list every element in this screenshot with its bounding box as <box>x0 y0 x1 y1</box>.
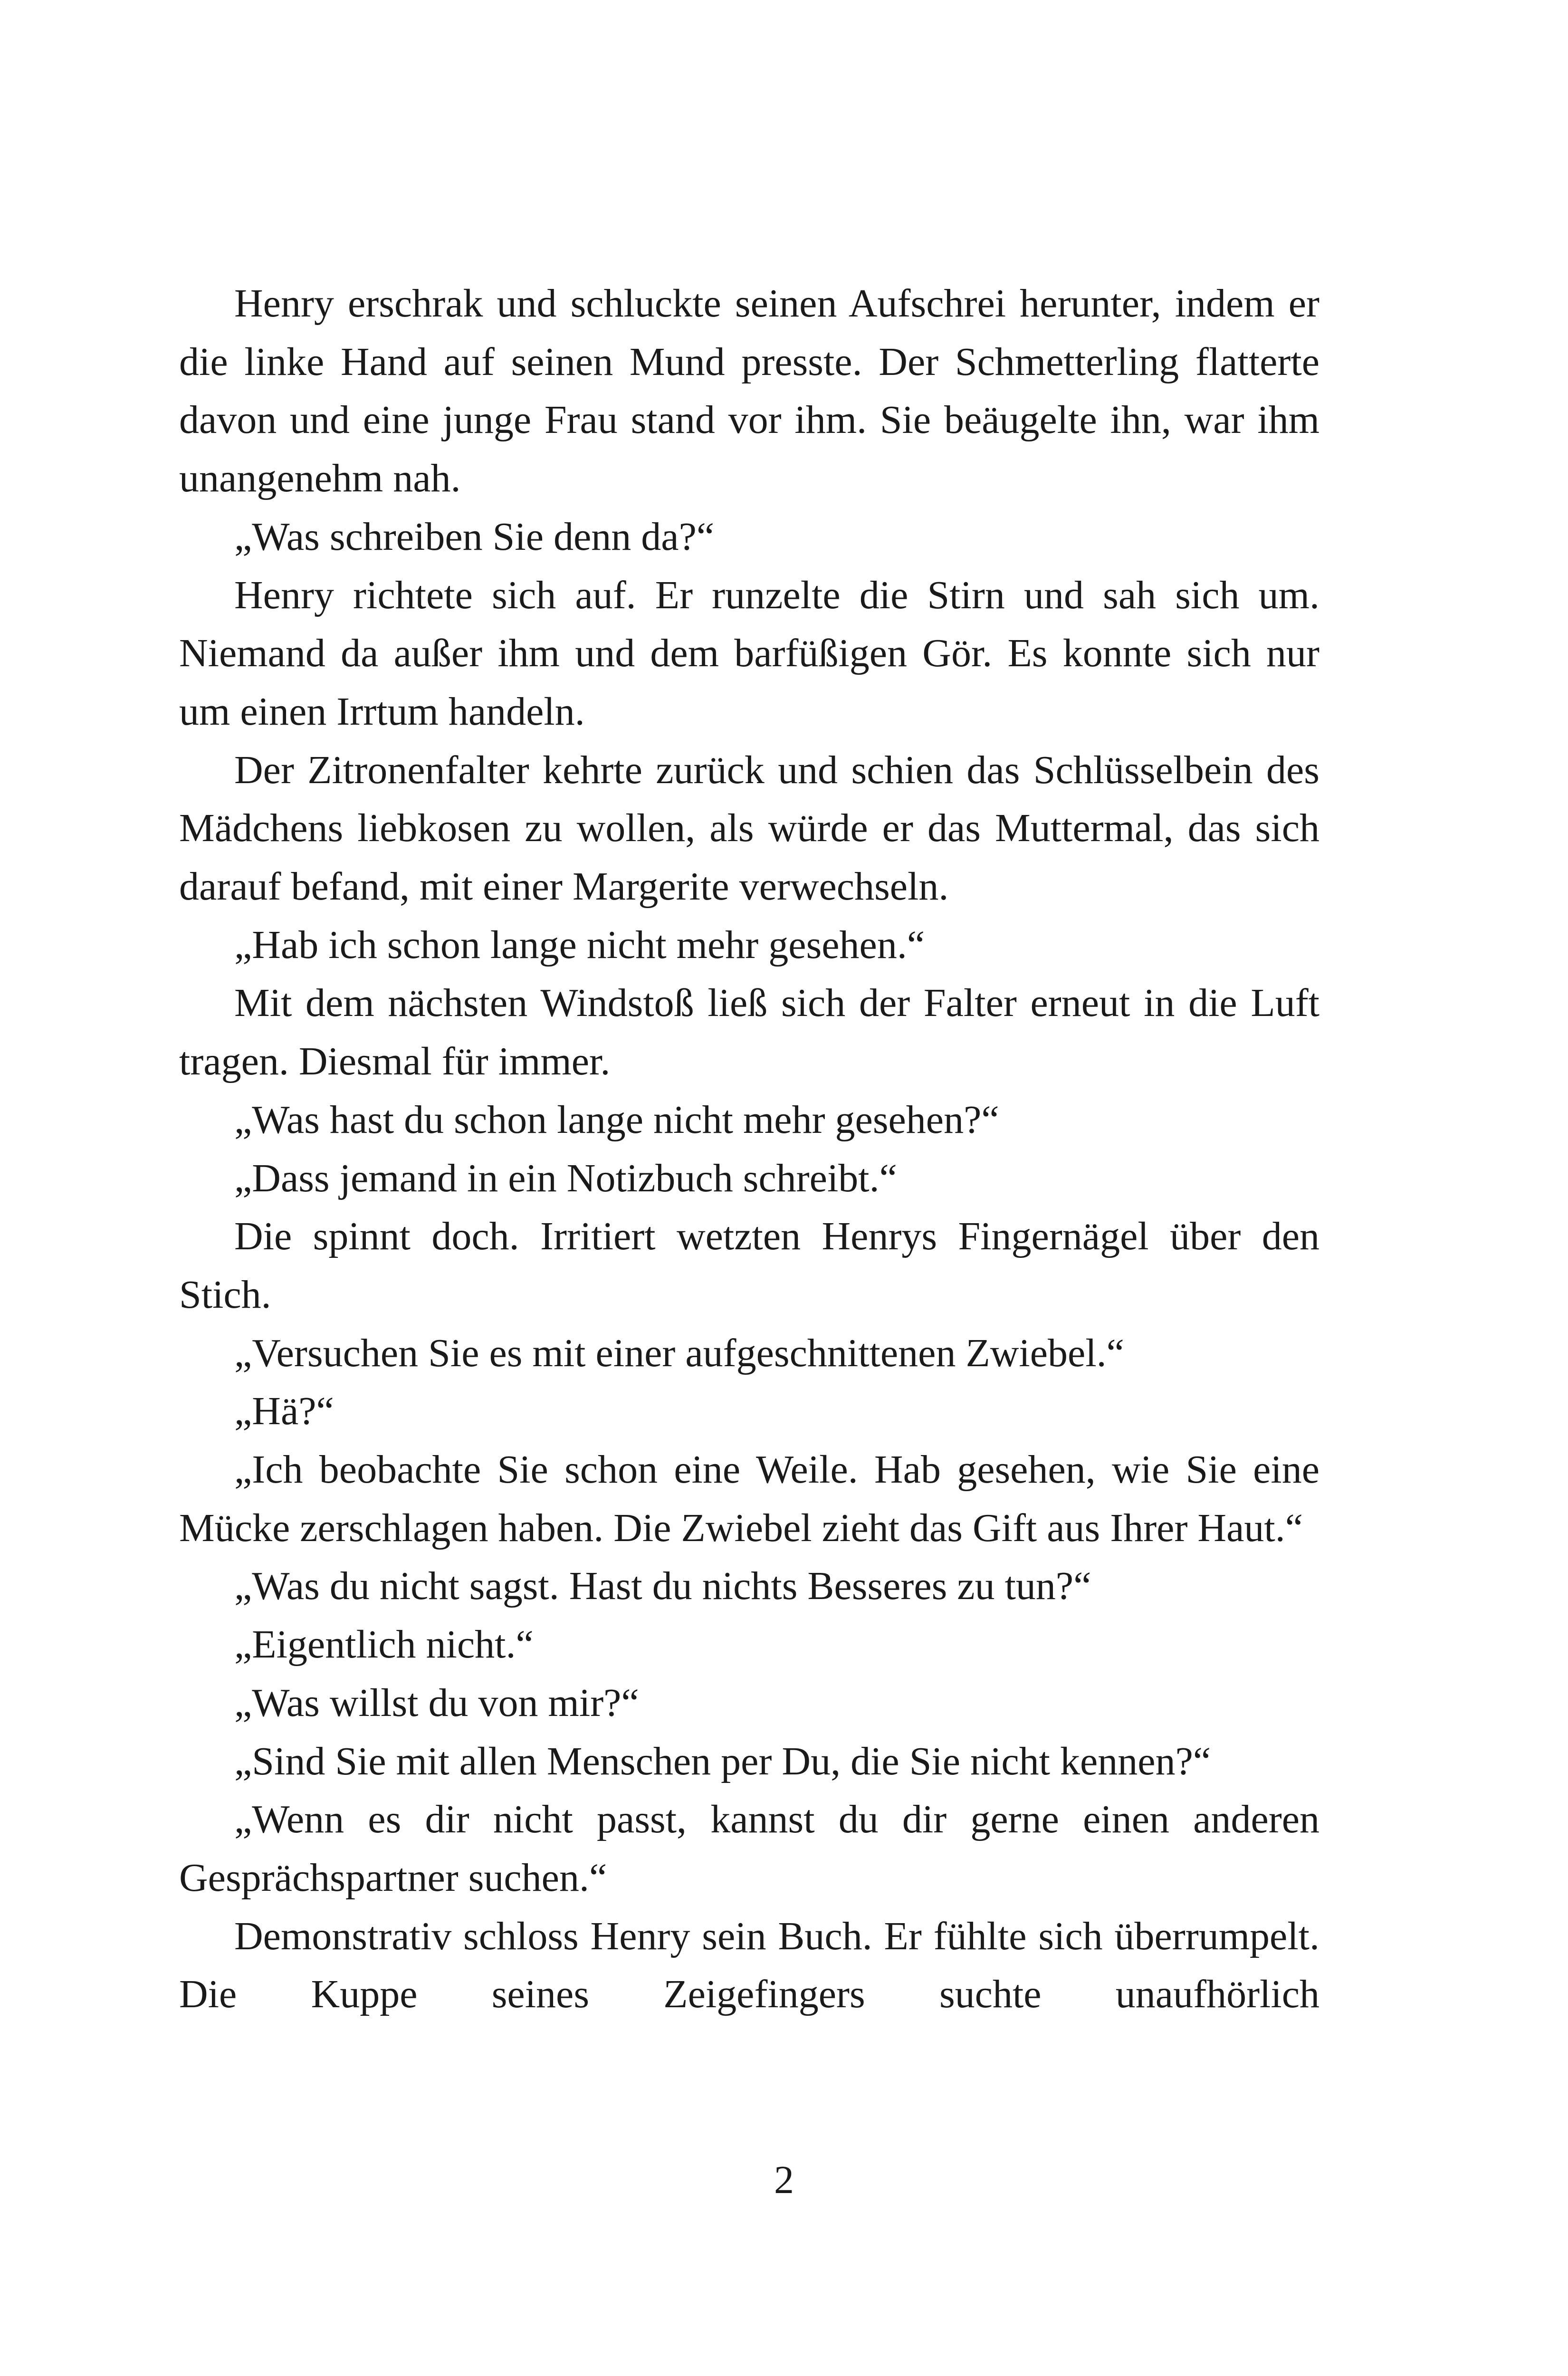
paragraph: „Hab ich schon lange nicht mehr gesehen.“ <box>234 922 925 967</box>
paragraph: „Wenn es dir nicht passt, kannst du dir gerne einen anderen Gesprächspartner suchen.“ <box>179 1797 1319 1900</box>
paragraph: Mit dem nächsten Windstoß ließ sich der Falter erneut in die Luft tragen. Diesmal für immer. <box>179 981 1319 1084</box>
paragraph: Henry richtete sich auf. Er runzelte die Stirn und sah sich um. Niemand da außer ihm und dem barfüßigen Gör. Es konnte sich nur um einen Irrtum handeln. <box>179 573 1319 734</box>
paragraph: „Hä?“ <box>234 1389 334 1434</box>
paragraph: „Was willst du von mir?“ <box>234 1680 639 1725</box>
paragraph: „Was du nicht sagst. Hast du nichts Besseres zu tun?“ <box>234 1564 1091 1609</box>
paragraph: Henry erschrak und schluckte seinen Aufschrei herunter, indem er die linke Hand auf seinen Mund presste. Der Schmetterling flatterte davon und eine junge Frau stand vor ihm. Sie beäugelte ihn, war ihm unangenehm nah. <box>179 281 1319 501</box>
paragraph: Die spinnt doch. Irritiert wetzten Henrys Fingernägel über den Stich. <box>179 1214 1319 1317</box>
paragraph: „Eigentlich nicht.“ <box>234 1622 534 1667</box>
paragraph: „Was schreiben Sie denn da?“ <box>234 514 715 559</box>
paragraph: „Sind Sie mit allen Menschen per Du, die Sie nicht kennen?“ <box>234 1739 1211 1783</box>
body-text <box>179 275 1319 2024</box>
paragraph: Demonstrativ schloss Henry sein Buch. Er fühlte sich überrumpelt. Die Kuppe seines Zeigefingers suchte unaufhörlich <box>179 1914 1319 2017</box>
paragraph: „Was hast du schon lange nicht mehr gesehen?“ <box>234 1097 999 1142</box>
paragraph: „Ich beobachte Sie schon eine Weile. Hab gesehen, wie Sie eine Mücke zerschlagen haben. Die Zwiebel zieht das Gift aus Ihrer Haut.“ <box>179 1447 1319 1550</box>
page-number: 2 <box>774 2158 794 2202</box>
paragraph: „Versuchen Sie es mit einer aufgeschnittenen Zwiebel.“ <box>234 1331 1124 1375</box>
paragraph: Der Zitronenfalter kehrte zurück und schien das Schlüsselbein des Mädchens liebkosen zu wollen, als würde er das Muttermal, das sich darauf befand, mit einer Margerite verwechseln. <box>179 747 1319 909</box>
paragraph: „Dass jemand in ein Notizbuch schreibt.“ <box>234 1156 897 1200</box>
